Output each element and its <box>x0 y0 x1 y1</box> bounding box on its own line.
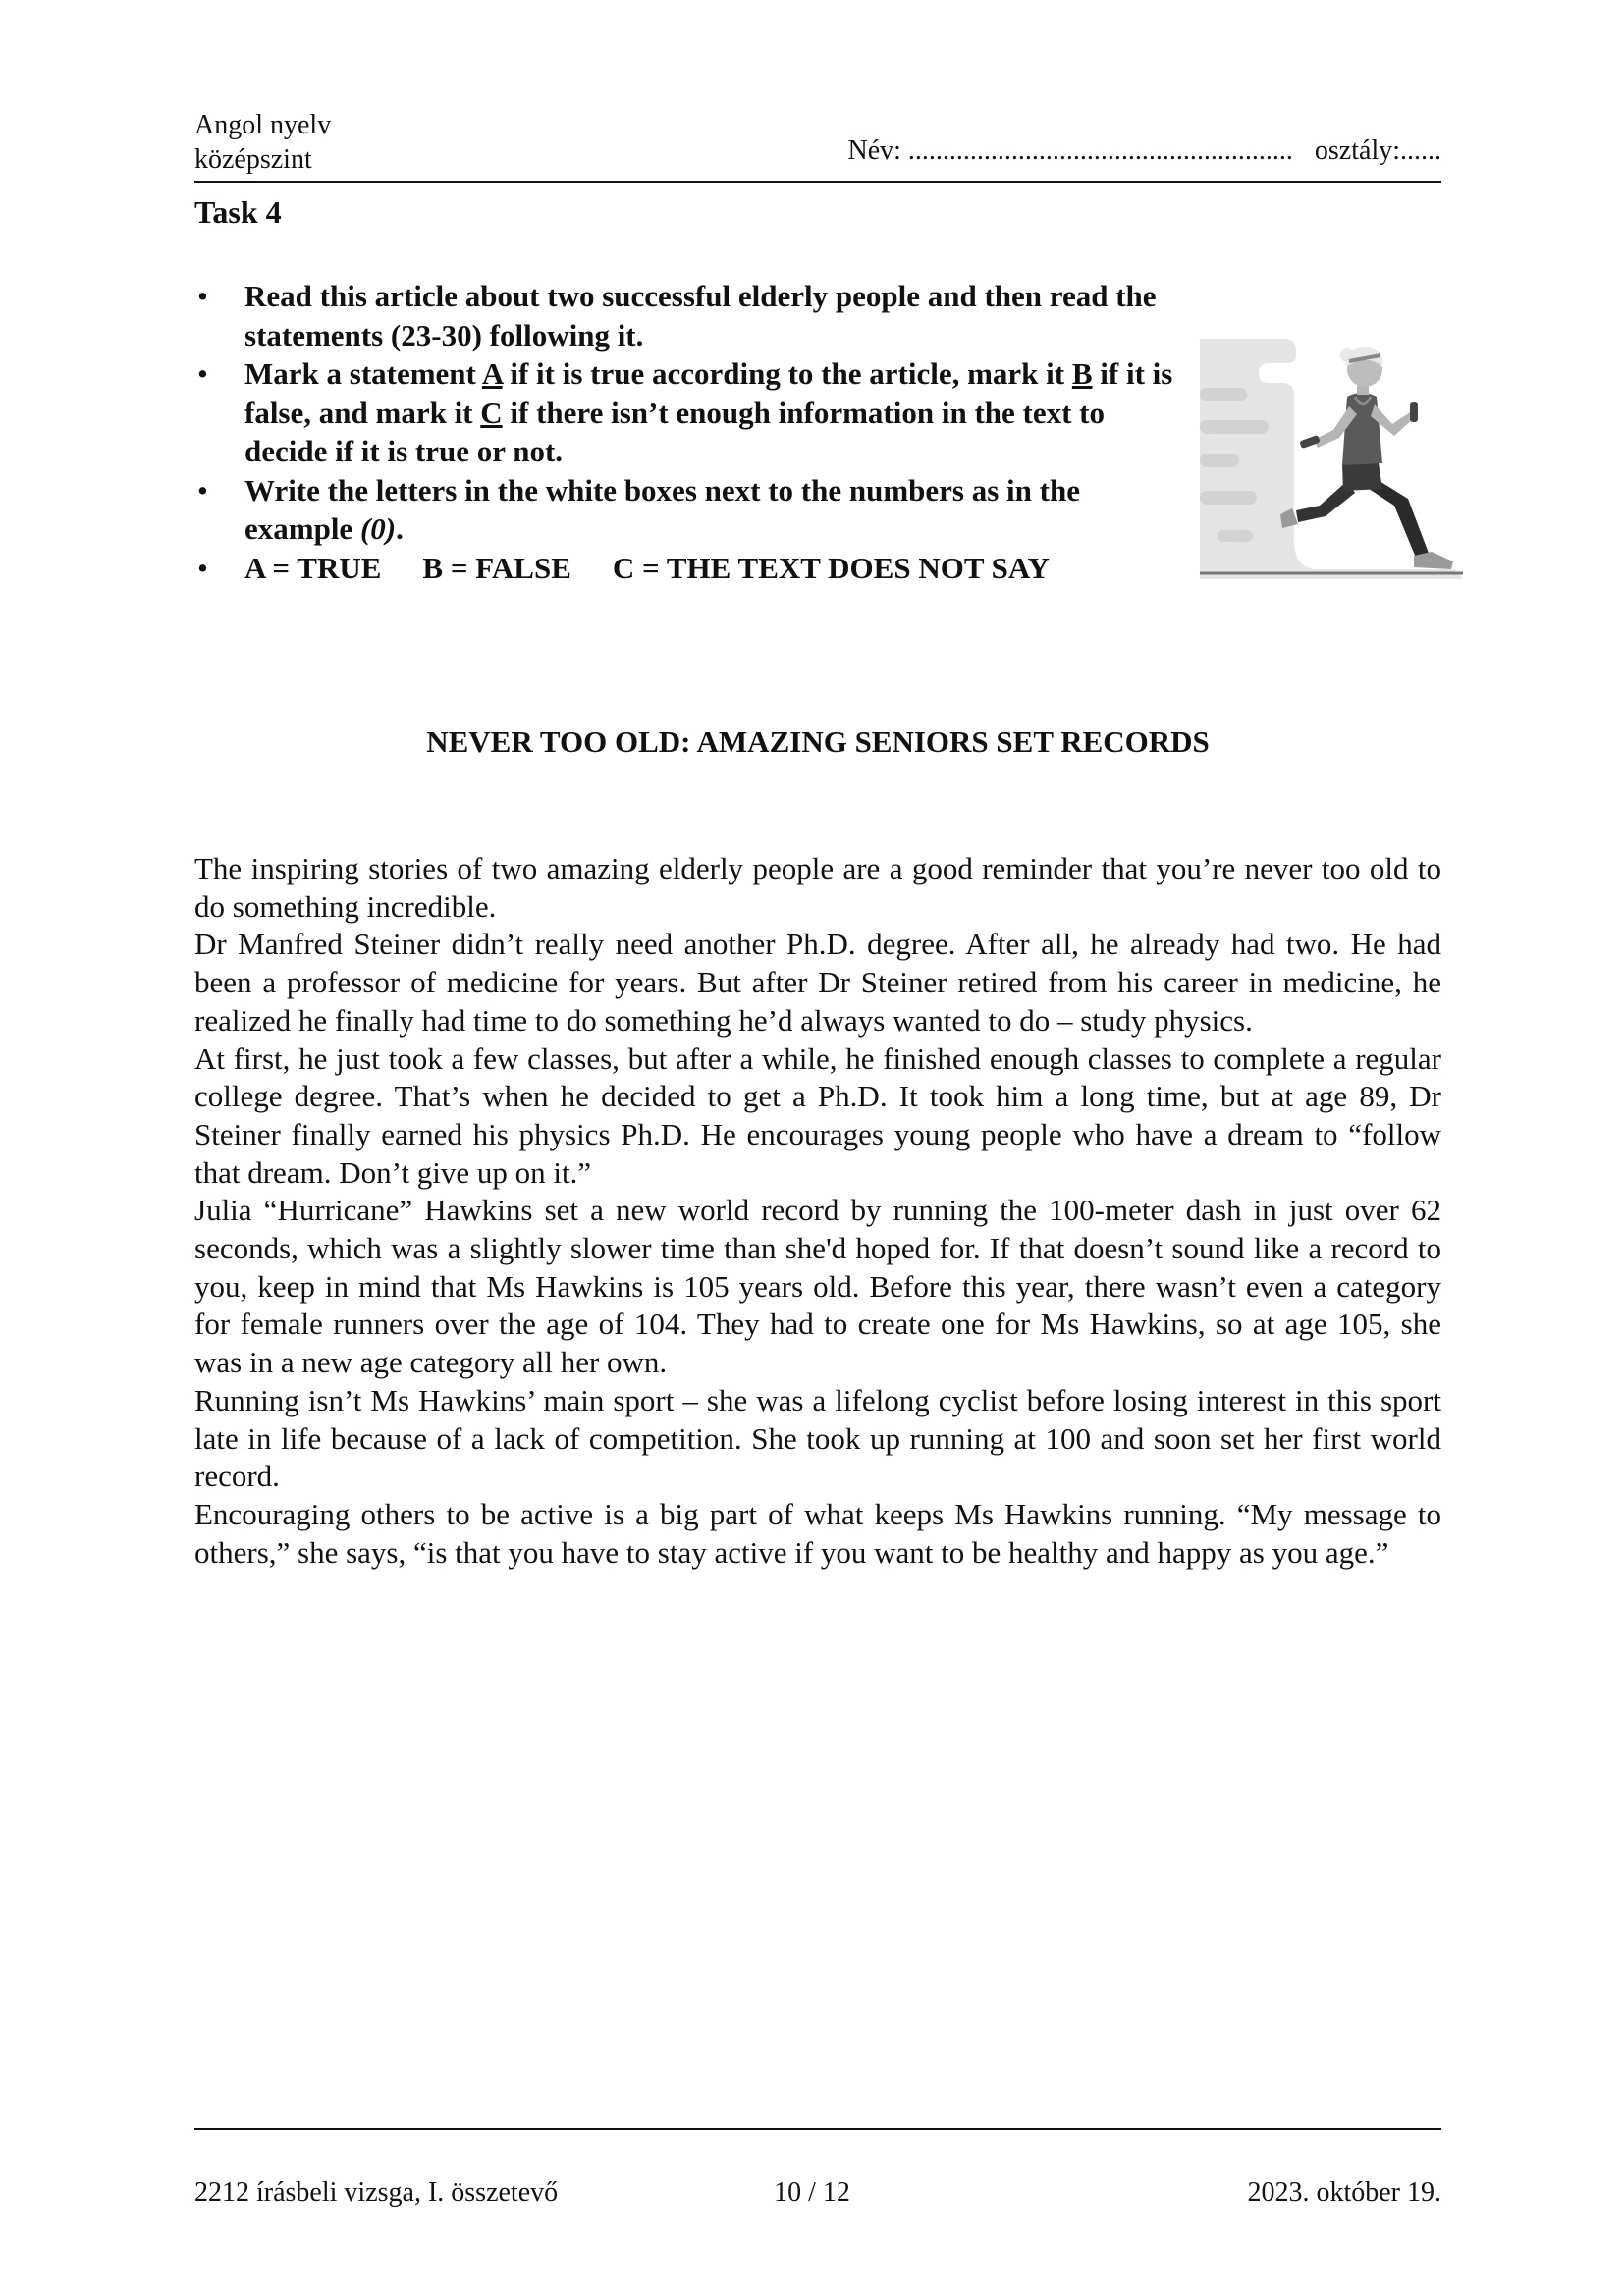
page-header-right <box>847 135 1441 167</box>
article-paragraph: Dr Manfred Steiner didn’t really need another Ph.D. degree. After all, he already had two. He had been a professor of medicine for years. But after Dr Steiner retired from his career in medicine, he realized he finally had time to do something he’d always wanted to do – study physics. <box>194 927 1441 1038</box>
instruction-item <box>194 354 1181 471</box>
instruction-item-answer-key <box>194 549 1181 588</box>
answer-key-c: C = THE TEXT DOES NOT SAY <box>612 550 1050 585</box>
footer-date: 2023. október 19. <box>1247 2177 1441 2208</box>
answer-key-b: B = FALSE <box>422 550 571 585</box>
instruction-text: Mark a statement <box>244 356 482 391</box>
article-body <box>194 850 1441 1572</box>
page-header-left <box>194 108 331 177</box>
answer-key-a: A = TRUE <box>244 550 382 585</box>
article-paragraph: Running isn’t Ms Hawkins’ main sport – she was a lifelong cyclist before losing interest in this sport late in life because of a lack of competition. She took up running at 100 and soon set her first world record. <box>194 1382 1441 1494</box>
instruction-text: if it is false, and mark it <box>244 356 1173 430</box>
class-field: osztály:...... <box>1314 135 1441 166</box>
article-paragraph: Julia “Hurricane” Hawkins set a new world record by running the 100-meter dash in just over 62 seconds, which was a slightly slower time than she'd hoped for. If that doesn’t sound like a record to you, keep in mind that Ms Hawkins is 105 years old. Before this year, there wasn’t even a category for female runners over the age of 104. They had to create one for Ms Hawkins, so at age 105, she was in a new age category all her own. <box>194 1193 1441 1380</box>
subject-label: Angol nyelv <box>194 110 332 140</box>
instruction-text: Read this article about two successful elderly people and then read the statements (23-30) following it. <box>244 279 1157 352</box>
example-reference: (0) <box>359 511 397 546</box>
article-paragraph: At first, he just took a few classes, but after a while, he finished enough classes to complete a regular college degree. That’s when he decided to get a Ph.D. It took him a long time, but at age 89, Dr Steiner finally earned his physics Ph.D. He encourages young people who have a dream to “follow that dream. Don’t give up on it.” <box>194 1041 1441 1190</box>
option-a-marker: A <box>481 356 503 391</box>
task-title: Task 4 <box>194 194 282 230</box>
instruction-text: if there isn’t enough information in the text to decide if it is true or not. <box>244 395 1105 468</box>
instruction-item <box>194 277 1181 354</box>
header-divider <box>194 181 1441 183</box>
elderly-runner-illustration <box>1200 334 1463 579</box>
footer-page-number: 10 / 12 <box>774 2177 850 2208</box>
instruction-text: if it is true according to the article, mark it <box>502 356 1072 391</box>
instructions-list <box>194 277 1181 587</box>
option-c-marker: C <box>480 395 503 430</box>
option-b-marker: B <box>1071 356 1093 391</box>
article-paragraph: The inspiring stories of two amazing elderly people are a good reminder that you’re never too old to do something incredible. <box>194 851 1441 924</box>
article-title: NEVER TOO OLD: AMAZING SENIORS SET RECORDS <box>426 724 1210 759</box>
footer-divider <box>194 2128 1441 2130</box>
article-paragraph: Encouraging others to be active is a big part of what keeps Ms Hawkins running. “My message to others,” she says, “is that you have to stay active if you want to be healthy and happy as you age.” <box>194 1496 1441 1570</box>
instruction-item <box>194 471 1181 549</box>
instruction-text: . <box>396 511 404 546</box>
level-label: középszint <box>194 144 312 175</box>
instruction-text: Write the letters in the white boxes next to the numbers as in the example <box>244 472 1080 546</box>
footer-exam-code: 2212 írásbeli vizsga, I. összetevő <box>194 2177 559 2208</box>
name-field: Név: ........................................................ <box>847 135 1293 166</box>
